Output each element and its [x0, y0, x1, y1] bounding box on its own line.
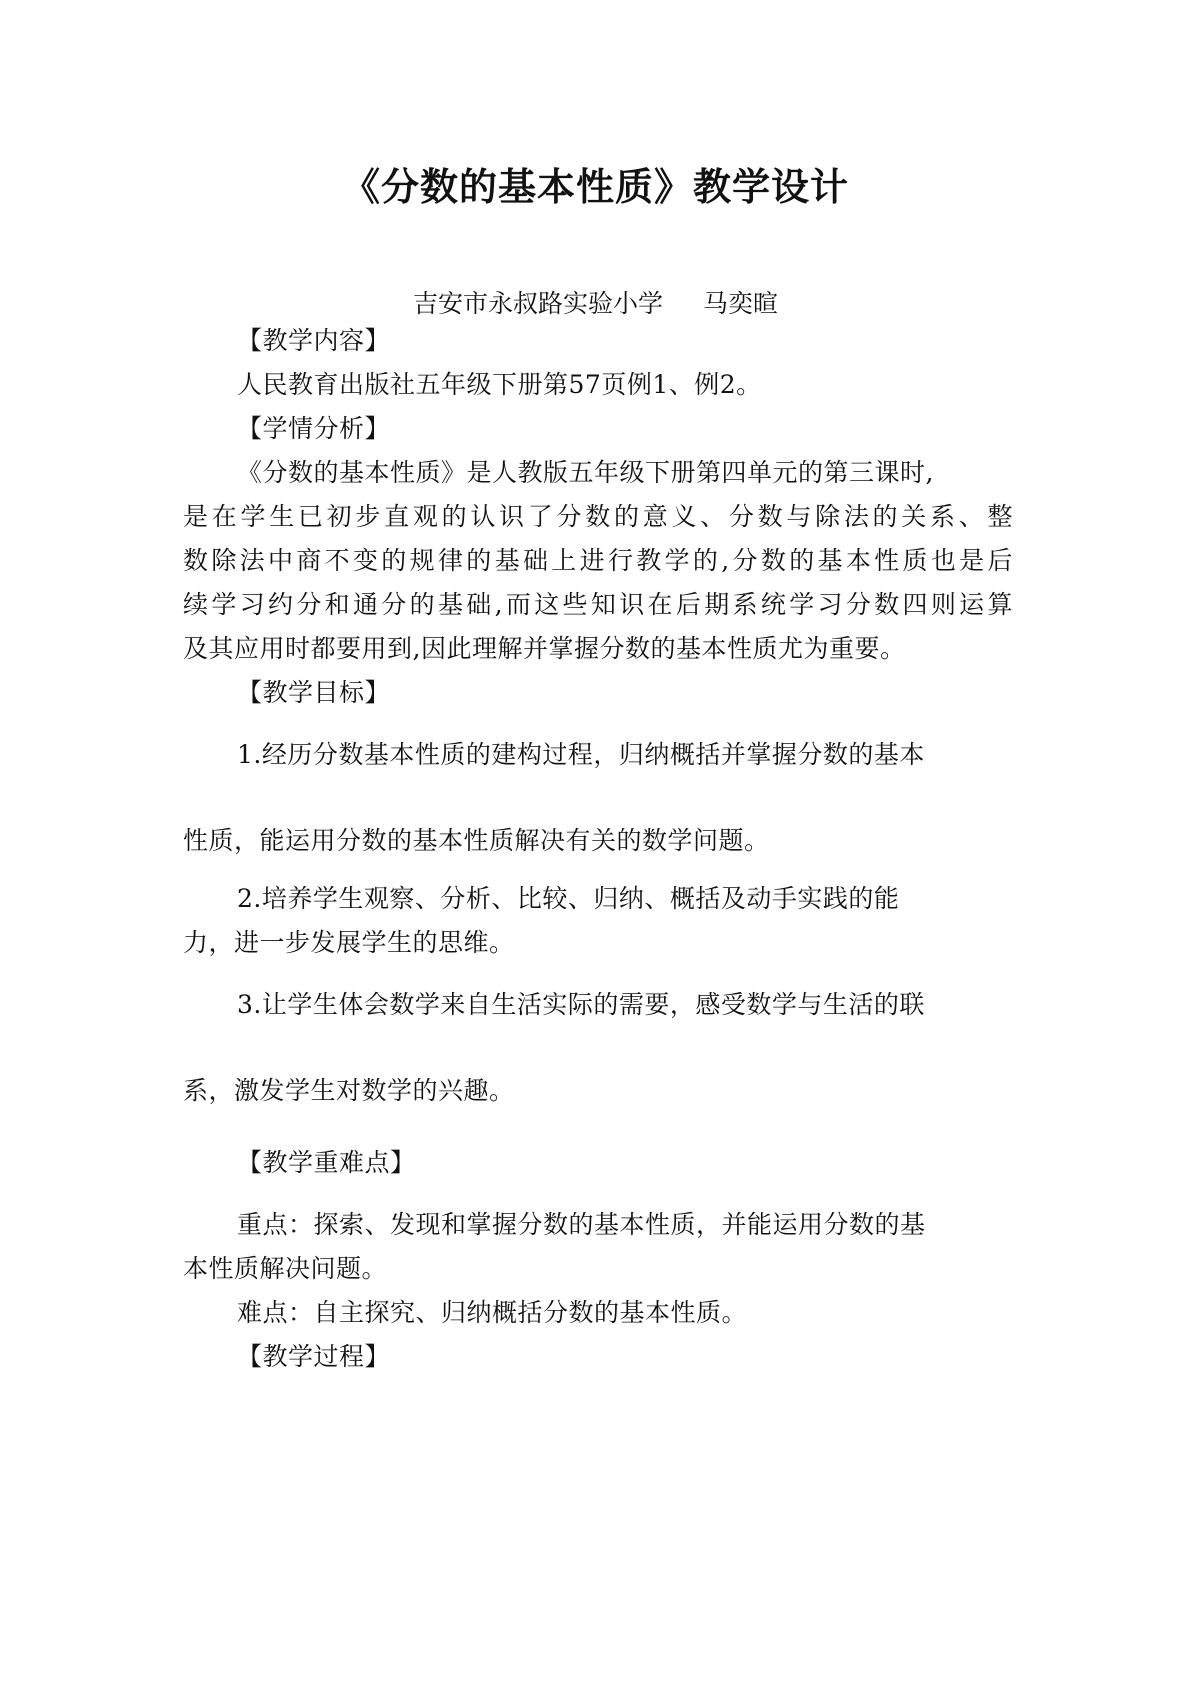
heading-content: 【教学内容】: [237, 326, 391, 355]
difficulty-text: 难点：自主探究、归纳概括分数的基本性质。: [237, 1298, 748, 1327]
goal-2-line: 2.培养学生观察、分析、比较、归纳、概括及动手实践的能: [237, 884, 900, 913]
key-point-line: 重点：探索、发现和掌握分数的基本性质，并能运用分数的基: [237, 1210, 926, 1239]
goal-1-line: 1.经历分数基本性质的建构过程，归纳概括并掌握分数的基本: [237, 740, 925, 769]
heading-process: 【教学过程】: [237, 1342, 391, 1371]
author-line: [0, 286, 1191, 322]
goal-3-line: 系，激发学生对数学的兴趣。: [183, 1076, 515, 1105]
heading-analysis: 【学情分析】: [237, 414, 391, 443]
key-point-line: 本性质解决问题。: [183, 1254, 388, 1283]
school-name: 吉安市永叔路实验小学: [412, 289, 663, 318]
analysis-line: 是在学生已初步直观的认识了分数的意义、分数与除法的关系、整: [183, 502, 1013, 531]
heading-goals: 【教学目标】: [237, 678, 391, 707]
analysis-line: 《分数的基本性质》是人教版五年级下册第四单元的第三课时,: [237, 458, 934, 487]
analysis-line: 续学习约分和通分的基础,而这些知识在后期系统学习分数四则运算: [183, 590, 1013, 619]
content-text: 人民教育出版社五年级下册第57页例1、例2。: [237, 370, 762, 399]
goal-2-line: 力，进一步发展学生的思维。: [183, 928, 515, 957]
heading-keypoints: 【教学重难点】: [237, 1148, 416, 1177]
analysis-line: 数除法中商不变的规律的基础上进行教学的,分数的基本性质也是后: [183, 546, 1013, 575]
analysis-line: 及其应用时都要用到,因此理解并掌握分数的基本性质尤为重要。: [183, 634, 906, 663]
goal-3-line: 3.让学生体会数学来自生活实际的需要，感受数学与生活的联: [237, 990, 925, 1019]
author-name: 马奕暄: [703, 289, 779, 318]
document-title: 《分数的基本性质》教学设计: [341, 165, 849, 209]
goal-1-line: 性质，能运用分数的基本性质解决有关的数学问题。: [183, 826, 770, 855]
